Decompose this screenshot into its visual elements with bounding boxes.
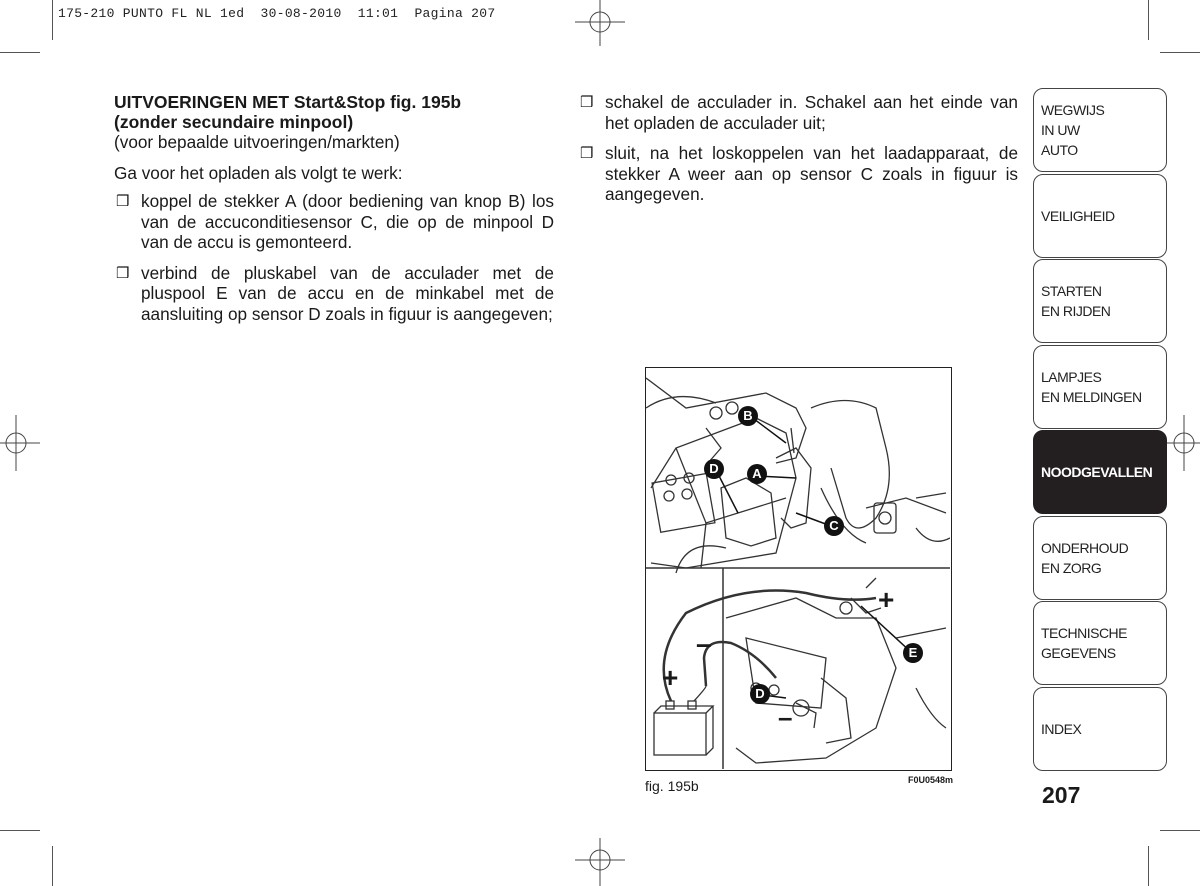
tab-onderhoud-en-zorg[interactable]: ONDERHOUD EN ZORG: [1033, 516, 1167, 600]
callout-c: C: [824, 516, 844, 536]
registration-mark-left: [0, 415, 40, 471]
right-bullet-list: [578, 92, 1018, 205]
checkbox-bullet-icon: ❒: [116, 193, 130, 210]
tab-veiligheid[interactable]: VEILIGHEID: [1033, 174, 1167, 258]
section-subheading: (zonder secundaire minpool): [114, 112, 354, 132]
section-heading: UITVOERINGEN MET Start&Stop fig. 195b: [114, 92, 462, 112]
list-item: ❒ verbind de pluskabel van de acculader met de pluspool E van de accu en de minkabel met de aansluiting op sensor D zoals in figuur is aangegeven;: [116, 262, 554, 324]
tab-lampjes-en-meldingen[interactable]: LAMPJES EN MELDINGEN: [1033, 345, 1167, 429]
left-column: [114, 92, 554, 334]
checkbox-bullet-icon: ❒: [580, 145, 594, 162]
list-item: ❒ koppel de stekker A (door bediening van knop B) los van de accuconditiesensor C, die op de minpool D van de accu is gemonteerd.: [116, 191, 554, 252]
print-header: 175-210 PUNTO FL NL 1ed 30-08-2010 11:01 Pagina 207: [58, 6, 496, 21]
callout-e: E: [903, 643, 923, 663]
callout-d-bottom: D: [750, 684, 770, 704]
list-item: ❒ sluit, na het loskoppelen van het laadapparaat, de stekker A weer aan op sensor C zoals in figuur is aangegeven.: [580, 143, 1018, 204]
minus-symbol-battery: –: [778, 702, 793, 732]
tab-starten-en-rijden[interactable]: STARTEN EN RIJDEN: [1033, 259, 1167, 343]
section-note: (voor bepaalde uitvoeringen/markten): [114, 132, 400, 152]
tab-index[interactable]: INDEX: [1033, 687, 1167, 771]
callout-a: A: [747, 464, 767, 484]
plus-symbol-battery: +: [878, 584, 895, 615]
list-item: ❒ schakel de acculader in. Schakel aan het einde van het opladen de acculader uit;: [580, 92, 1018, 133]
left-bullet-list: [114, 191, 554, 324]
checkbox-bullet-icon: ❒: [116, 264, 130, 282]
callout-d-top: D: [704, 459, 724, 479]
right-column: [578, 92, 1018, 215]
figure-195b: [645, 367, 952, 771]
tab-wegwijs[interactable]: WEGWIJS IN UW AUTO: [1033, 88, 1167, 172]
battery-illustration: [646, 368, 950, 769]
figure-caption: fig. 195b: [645, 778, 699, 794]
checkbox-bullet-icon: ❒: [580, 94, 594, 111]
minus-symbol-charger: –: [696, 628, 712, 659]
figure-code: F0U0548m: [908, 775, 954, 785]
callout-b: B: [738, 406, 758, 426]
plus-symbol-charger: +: [662, 662, 679, 693]
tab-noodgevallen[interactable]: NOODGEVALLEN: [1033, 430, 1167, 514]
registration-mark-bottom: [575, 836, 625, 886]
registration-mark-top: [575, 0, 625, 48]
tab-technische-gegevens[interactable]: TECHNISCHE GEGEVENS: [1033, 601, 1167, 685]
page-number: 207: [1042, 782, 1081, 808]
intro-text: Ga voor het opladen als volgt te werk:: [114, 162, 403, 183]
